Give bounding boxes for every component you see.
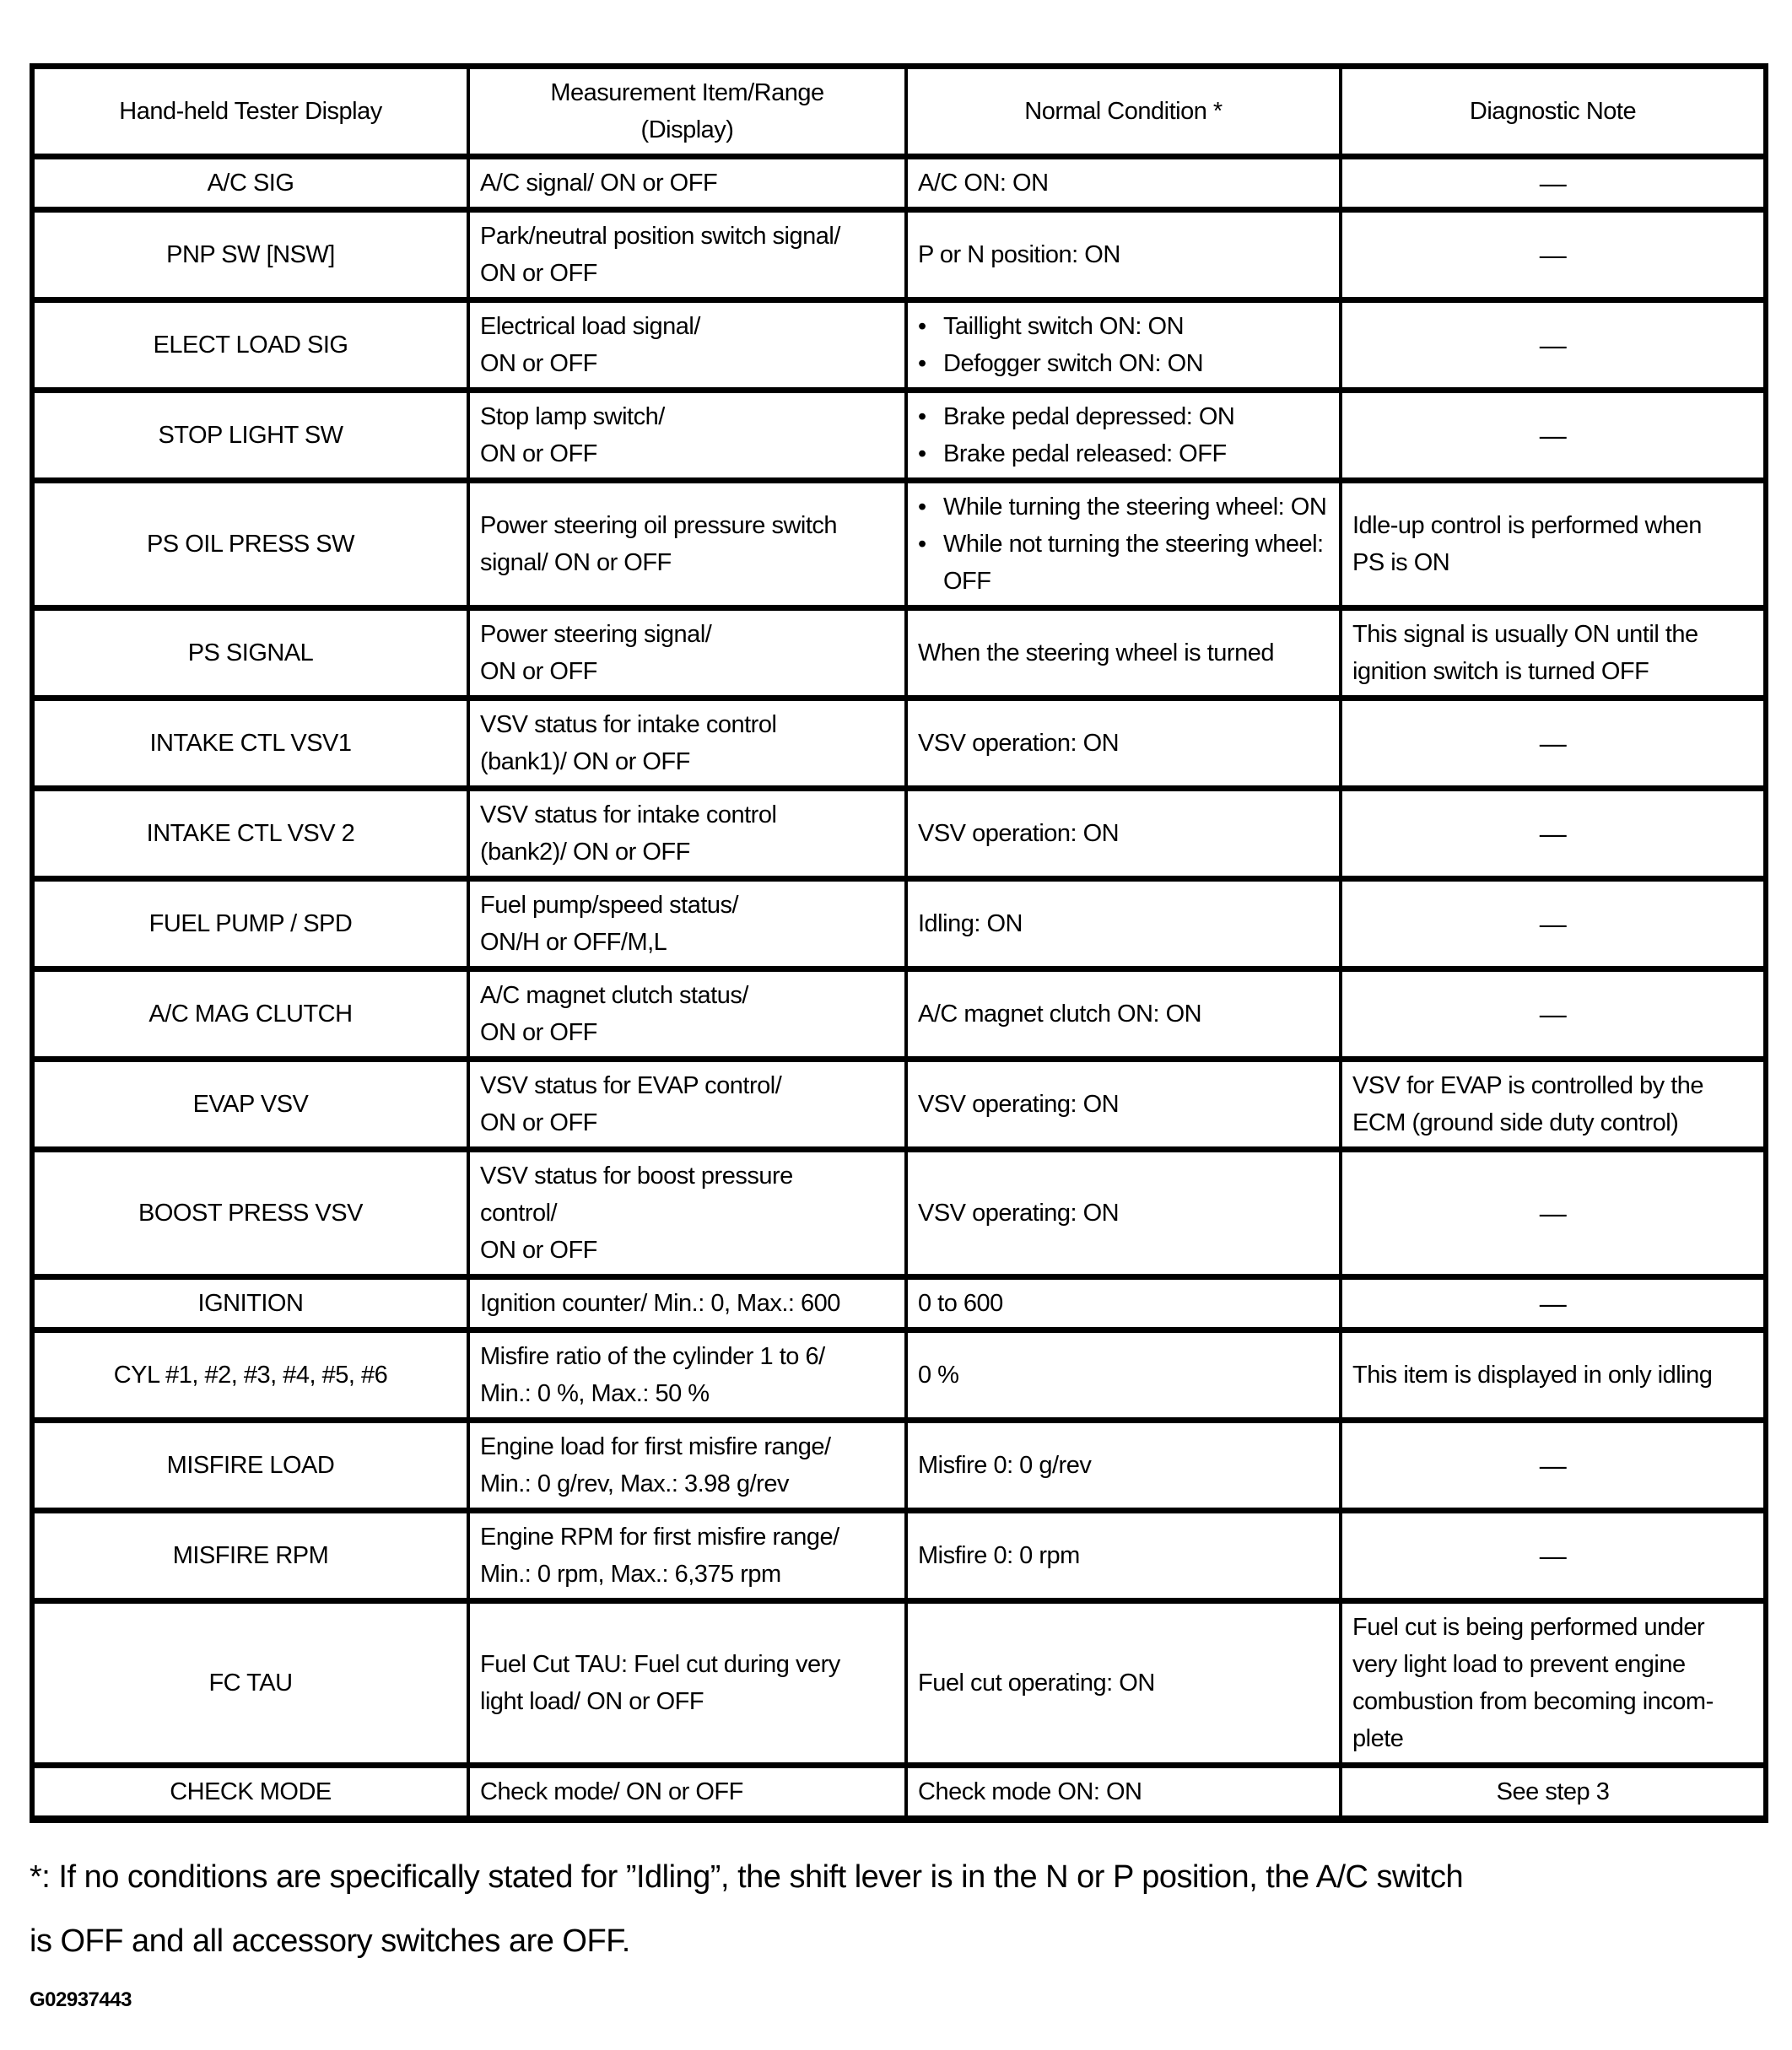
note-line: PS is ON bbox=[1352, 549, 1450, 576]
em-dash: — bbox=[1539, 818, 1567, 849]
measurement-line: VSV status for boost pressure bbox=[480, 1163, 793, 1190]
diagnostic-note-cell bbox=[1341, 481, 1766, 608]
condition-bullet-item bbox=[918, 435, 1329, 472]
figure-id: G02937443 bbox=[30, 1988, 132, 2011]
header-line: Hand-held Tester Display bbox=[119, 98, 382, 125]
diagnostic-note-cell bbox=[1341, 391, 1766, 481]
table-row bbox=[32, 789, 1766, 879]
diagnostic-note-cell bbox=[1341, 1421, 1766, 1511]
table-row bbox=[32, 699, 1766, 789]
measurement-line: ON or OFF bbox=[480, 260, 597, 287]
normal-condition-cell bbox=[906, 481, 1341, 608]
normal-condition-cell bbox=[906, 969, 1341, 1060]
table-row bbox=[32, 1601, 1766, 1766]
condition-text: VSV operating: ON bbox=[918, 1200, 1120, 1227]
diagnostic-note-cell bbox=[1341, 300, 1766, 391]
measurement-line: Fuel Cut TAU: Fuel cut during very bbox=[480, 1651, 840, 1678]
column-header bbox=[906, 67, 1341, 157]
measurement-line: Min.: 0 rpm, Max.: 6,375 rpm bbox=[480, 1561, 781, 1588]
note-line: This signal is usually ON until the bbox=[1352, 621, 1698, 648]
diagnostic-note-cell bbox=[1341, 210, 1766, 300]
tester-display-label: PNP SW [NSW] bbox=[166, 241, 335, 268]
tester-display-cell bbox=[32, 789, 468, 879]
column-header bbox=[32, 67, 468, 157]
condition-text: A/C magnet clutch ON: ON bbox=[918, 1001, 1202, 1028]
diagnostic-note-cell bbox=[1341, 699, 1766, 789]
condition-text: Misfire 0: 0 g/rev bbox=[918, 1452, 1092, 1479]
normal-condition-cell bbox=[906, 1601, 1341, 1766]
tester-display-label: CYL #1, #2, #3, #4, #5, #6 bbox=[113, 1362, 388, 1389]
measurement-cell bbox=[468, 391, 906, 481]
diagnostic-note-cell bbox=[1341, 608, 1766, 699]
bullet-icon: • bbox=[918, 494, 926, 521]
measurement-cell bbox=[468, 1330, 906, 1421]
measurement-line: ON or OFF bbox=[480, 658, 597, 685]
table-row bbox=[32, 1150, 1766, 1277]
diagnostic-note-cell bbox=[1341, 1277, 1766, 1330]
measurement-cell bbox=[468, 1150, 906, 1277]
condition-bullet-item bbox=[918, 488, 1329, 526]
tester-display-label: CHECK MODE bbox=[170, 1778, 332, 1805]
condition-text: VSV operation: ON bbox=[918, 820, 1120, 847]
condition-text: A/C ON: ON bbox=[918, 170, 1049, 197]
normal-condition-cell bbox=[906, 1421, 1341, 1511]
tester-display-label: INTAKE CTL VSV 2 bbox=[146, 820, 355, 847]
normal-condition-cell bbox=[906, 1150, 1341, 1277]
measurement-cell bbox=[468, 1277, 906, 1330]
diagnostic-note-cell bbox=[1341, 1150, 1766, 1277]
measurement-line: VSV status for EVAP control/ bbox=[480, 1072, 782, 1099]
note-line: ECM (ground side duty control) bbox=[1352, 1109, 1679, 1136]
condition-bullet-item bbox=[918, 308, 1329, 345]
table-row bbox=[32, 1060, 1766, 1150]
measurement-line: (bank2)/ ON or OFF bbox=[480, 839, 690, 866]
measurement-cell bbox=[468, 789, 906, 879]
measurement-line: A/C magnet clutch status/ bbox=[480, 982, 748, 1009]
column-header bbox=[468, 67, 906, 157]
note-line: very light load to prevent engine bbox=[1352, 1651, 1686, 1678]
em-dash: — bbox=[1539, 420, 1567, 450]
header-line: Normal Condition * bbox=[1024, 98, 1223, 125]
measurement-line: ON or OFF bbox=[480, 1237, 597, 1264]
measurement-line: ON/H or OFF/M,L bbox=[480, 929, 667, 956]
normal-condition-cell bbox=[906, 300, 1341, 391]
table-row bbox=[32, 879, 1766, 969]
tester-display-label: EVAP VSV bbox=[192, 1091, 309, 1118]
note-line: This item is displayed in only idling bbox=[1352, 1362, 1713, 1389]
header-line: Measurement Item/Range bbox=[550, 79, 824, 106]
normal-condition-cell bbox=[906, 1511, 1341, 1601]
condition-bullet-item bbox=[918, 398, 1329, 435]
measurement-line: Stop lamp switch/ bbox=[480, 403, 665, 430]
measurement-line: Park/neutral position switch signal/ bbox=[480, 223, 840, 250]
measurement-cell bbox=[468, 157, 906, 210]
bullet-icon: • bbox=[918, 440, 926, 467]
condition-text: When the steering wheel is turned bbox=[918, 639, 1274, 666]
measurement-line: ON or OFF bbox=[480, 1109, 597, 1136]
measurement-cell bbox=[468, 969, 906, 1060]
measurement-cell bbox=[468, 1601, 906, 1766]
diagnostic-note-cell bbox=[1341, 1330, 1766, 1421]
measurement-cell bbox=[468, 481, 906, 608]
normal-condition-cell bbox=[906, 1060, 1341, 1150]
diagnostic-note-cell bbox=[1341, 879, 1766, 969]
table-row bbox=[32, 1766, 1766, 1820]
normal-condition-cell bbox=[906, 699, 1341, 789]
em-dash: — bbox=[1539, 1288, 1567, 1319]
tester-display-label: A/C MAG CLUTCH bbox=[148, 1001, 353, 1028]
measurement-cell bbox=[468, 1766, 906, 1820]
measurement-line: VSV status for intake control bbox=[480, 801, 777, 828]
condition-text: Taillight switch ON: ON bbox=[943, 313, 1185, 340]
diagnostic-note-cell bbox=[1341, 1766, 1766, 1820]
measurement-line: signal/ ON or OFF bbox=[480, 549, 672, 576]
condition-bullet-item bbox=[918, 526, 1329, 600]
table-row bbox=[32, 1421, 1766, 1511]
measurement-line: Power steering oil pressure switch bbox=[480, 512, 838, 539]
note-line: Fuel cut is being performed under bbox=[1352, 1614, 1705, 1641]
tester-display-label: STOP LIGHT SW bbox=[158, 422, 343, 449]
measurement-line: Power steering signal/ bbox=[480, 621, 712, 648]
condition-text: 0 % bbox=[918, 1362, 959, 1389]
normal-condition-cell bbox=[906, 879, 1341, 969]
note-line: plete bbox=[1352, 1725, 1404, 1752]
tester-display-label: A/C SIG bbox=[207, 170, 294, 197]
measurement-line: light load/ ON or OFF bbox=[480, 1688, 704, 1715]
condition-text: 0 to 600 bbox=[918, 1290, 1003, 1317]
diagnostic-data-table bbox=[30, 63, 1768, 1823]
condition-bullet-item bbox=[918, 345, 1329, 382]
tester-display-label: FUEL PUMP / SPD bbox=[148, 910, 353, 937]
diagnostic-note-cell bbox=[1341, 1060, 1766, 1150]
measurement-cell bbox=[468, 210, 906, 300]
tester-display-label: PS SIGNAL bbox=[187, 639, 314, 666]
measurement-line: VSV status for intake control bbox=[480, 711, 777, 738]
em-dash: — bbox=[1539, 168, 1567, 198]
table-row bbox=[32, 1330, 1766, 1421]
normal-condition-cell bbox=[906, 608, 1341, 699]
note-line: Idle-up control is performed when bbox=[1352, 512, 1702, 539]
tester-display-cell bbox=[32, 1277, 468, 1330]
note-line: combustion from becoming incom- bbox=[1352, 1688, 1714, 1715]
condition-text: Fuel cut operating: ON bbox=[918, 1670, 1155, 1697]
condition-text: Check mode ON: ON bbox=[918, 1778, 1142, 1805]
tester-display-cell bbox=[32, 608, 468, 699]
condition-text: Brake pedal released: OFF bbox=[943, 440, 1227, 467]
measurement-line: Misfire ratio of the cylinder 1 to 6/ bbox=[480, 1343, 825, 1370]
measurement-cell bbox=[468, 879, 906, 969]
measurement-line: Electrical load signal/ bbox=[480, 313, 700, 340]
normal-condition-cell bbox=[906, 157, 1341, 210]
tester-display-cell bbox=[32, 1601, 468, 1766]
em-dash: — bbox=[1539, 240, 1567, 270]
note-line: See step 3 bbox=[1496, 1778, 1610, 1805]
measurement-line: (bank1)/ ON or OFF bbox=[480, 748, 690, 775]
normal-condition-cell bbox=[906, 1277, 1341, 1330]
tester-display-label: INTAKE CTL VSV1 bbox=[149, 730, 352, 757]
condition-text: P or N position: ON bbox=[918, 241, 1120, 268]
tester-display-label: ELECT LOAD SIG bbox=[153, 332, 348, 359]
bullet-icon: • bbox=[918, 350, 926, 377]
em-dash: — bbox=[1539, 999, 1567, 1029]
tester-display-cell bbox=[32, 1421, 468, 1511]
header-line: Diagnostic Note bbox=[1469, 98, 1637, 125]
measurement-line: Min.: 0 g/rev, Max.: 3.98 g/rev bbox=[480, 1470, 789, 1497]
table-row bbox=[32, 969, 1766, 1060]
measurement-line: Check mode/ ON or OFF bbox=[480, 1778, 743, 1805]
condition-text: Brake pedal depressed: ON bbox=[943, 403, 1235, 430]
tester-display-cell bbox=[32, 969, 468, 1060]
measurement-cell bbox=[468, 699, 906, 789]
tester-display-label: MISFIRE LOAD bbox=[166, 1452, 335, 1479]
diagnostic-note-cell bbox=[1341, 969, 1766, 1060]
tester-display-label: IGNITION bbox=[197, 1290, 304, 1317]
tester-display-cell bbox=[32, 300, 468, 391]
tester-display-cell bbox=[32, 1060, 468, 1150]
diagnostic-note-cell bbox=[1341, 1511, 1766, 1601]
em-dash: — bbox=[1539, 728, 1567, 758]
measurement-line: Min.: 0 %, Max.: 50 % bbox=[480, 1380, 710, 1407]
measurement-line: ON or OFF bbox=[480, 440, 597, 467]
tester-display-cell bbox=[32, 481, 468, 608]
measurement-line: Engine load for first misfire range/ bbox=[480, 1433, 831, 1460]
tester-display-cell bbox=[32, 699, 468, 789]
diagnostic-note-cell bbox=[1341, 789, 1766, 879]
diagnostic-note-cell bbox=[1341, 1601, 1766, 1766]
tester-display-cell bbox=[32, 1330, 468, 1421]
bullet-icon: • bbox=[918, 313, 926, 340]
condition-text: VSV operation: ON bbox=[918, 730, 1120, 757]
tester-display-cell bbox=[32, 879, 468, 969]
normal-condition-cell bbox=[906, 210, 1341, 300]
measurement-line: ON or OFF bbox=[480, 1019, 597, 1046]
bullet-icon: • bbox=[918, 531, 926, 558]
em-dash: — bbox=[1539, 1450, 1567, 1481]
table-row bbox=[32, 608, 1766, 699]
measurement-line: Fuel pump/speed status/ bbox=[480, 892, 739, 919]
tester-display-label: FC TAU bbox=[208, 1670, 293, 1697]
measurement-line: Engine RPM for first misfire range/ bbox=[480, 1524, 839, 1551]
table-row bbox=[32, 1511, 1766, 1601]
table-body bbox=[32, 157, 1766, 1820]
measurement-cell bbox=[468, 300, 906, 391]
table-row bbox=[32, 391, 1766, 481]
table-head bbox=[32, 67, 1766, 157]
normal-condition-cell bbox=[906, 789, 1341, 879]
measurement-line: control/ bbox=[480, 1200, 558, 1227]
note-line: ignition switch is turned OFF bbox=[1352, 658, 1649, 685]
tester-display-cell bbox=[32, 210, 468, 300]
table-row bbox=[32, 210, 1766, 300]
measurement-line: A/C signal/ ON or OFF bbox=[480, 170, 718, 197]
condition-text: Idling: ON bbox=[918, 910, 1023, 937]
footnote bbox=[30, 1845, 1764, 1973]
table-row bbox=[32, 300, 1766, 391]
column-header bbox=[1341, 67, 1766, 157]
normal-condition-cell bbox=[906, 391, 1341, 481]
header-line: (Display) bbox=[640, 116, 734, 143]
tester-display-cell bbox=[32, 1150, 468, 1277]
table-row bbox=[32, 481, 1766, 608]
condition-text: While not turning the steering wheel: OFF bbox=[943, 531, 1324, 595]
table-row bbox=[32, 1277, 1766, 1330]
condition-text: Misfire 0: 0 rpm bbox=[918, 1542, 1080, 1569]
em-dash: — bbox=[1539, 330, 1567, 360]
bullet-icon: • bbox=[918, 403, 926, 430]
footnote-line-1: *: If no conditions are specifically stated for ”Idling”, the shift lever is in the N or P position, the A/C switch bbox=[30, 1859, 1464, 1895]
em-dash: — bbox=[1539, 1540, 1567, 1571]
table-row bbox=[32, 157, 1766, 210]
tester-display-cell bbox=[32, 1766, 468, 1820]
em-dash: — bbox=[1539, 909, 1567, 939]
tester-display-label: PS OIL PRESS SW bbox=[146, 531, 355, 558]
tester-display-cell bbox=[32, 157, 468, 210]
condition-text: While turning the steering wheel: ON bbox=[943, 494, 1327, 521]
header-row bbox=[32, 67, 1766, 157]
tester-display-cell bbox=[32, 1511, 468, 1601]
normal-condition-cell bbox=[906, 1330, 1341, 1421]
measurement-cell bbox=[468, 608, 906, 699]
tester-display-label: MISFIRE RPM bbox=[172, 1542, 329, 1569]
normal-condition-cell bbox=[906, 1766, 1341, 1820]
note-line: VSV for EVAP is controlled by the bbox=[1352, 1072, 1704, 1099]
measurement-cell bbox=[468, 1060, 906, 1150]
measurement-cell bbox=[468, 1511, 906, 1601]
measurement-line: Ignition counter/ Min.: 0, Max.: 600 bbox=[480, 1290, 840, 1317]
diagnostic-note-cell bbox=[1341, 157, 1766, 210]
tester-display-label: BOOST PRESS VSV bbox=[138, 1200, 363, 1227]
condition-text: VSV operating: ON bbox=[918, 1091, 1120, 1118]
condition-text: Defogger switch ON: ON bbox=[943, 350, 1204, 377]
measurement-line: ON or OFF bbox=[480, 350, 597, 377]
measurement-cell bbox=[468, 1421, 906, 1511]
em-dash: — bbox=[1539, 1198, 1567, 1228]
footnote-line-2: is OFF and all accessory switches are OFF. bbox=[30, 1923, 630, 1959]
tester-display-cell bbox=[32, 391, 468, 481]
